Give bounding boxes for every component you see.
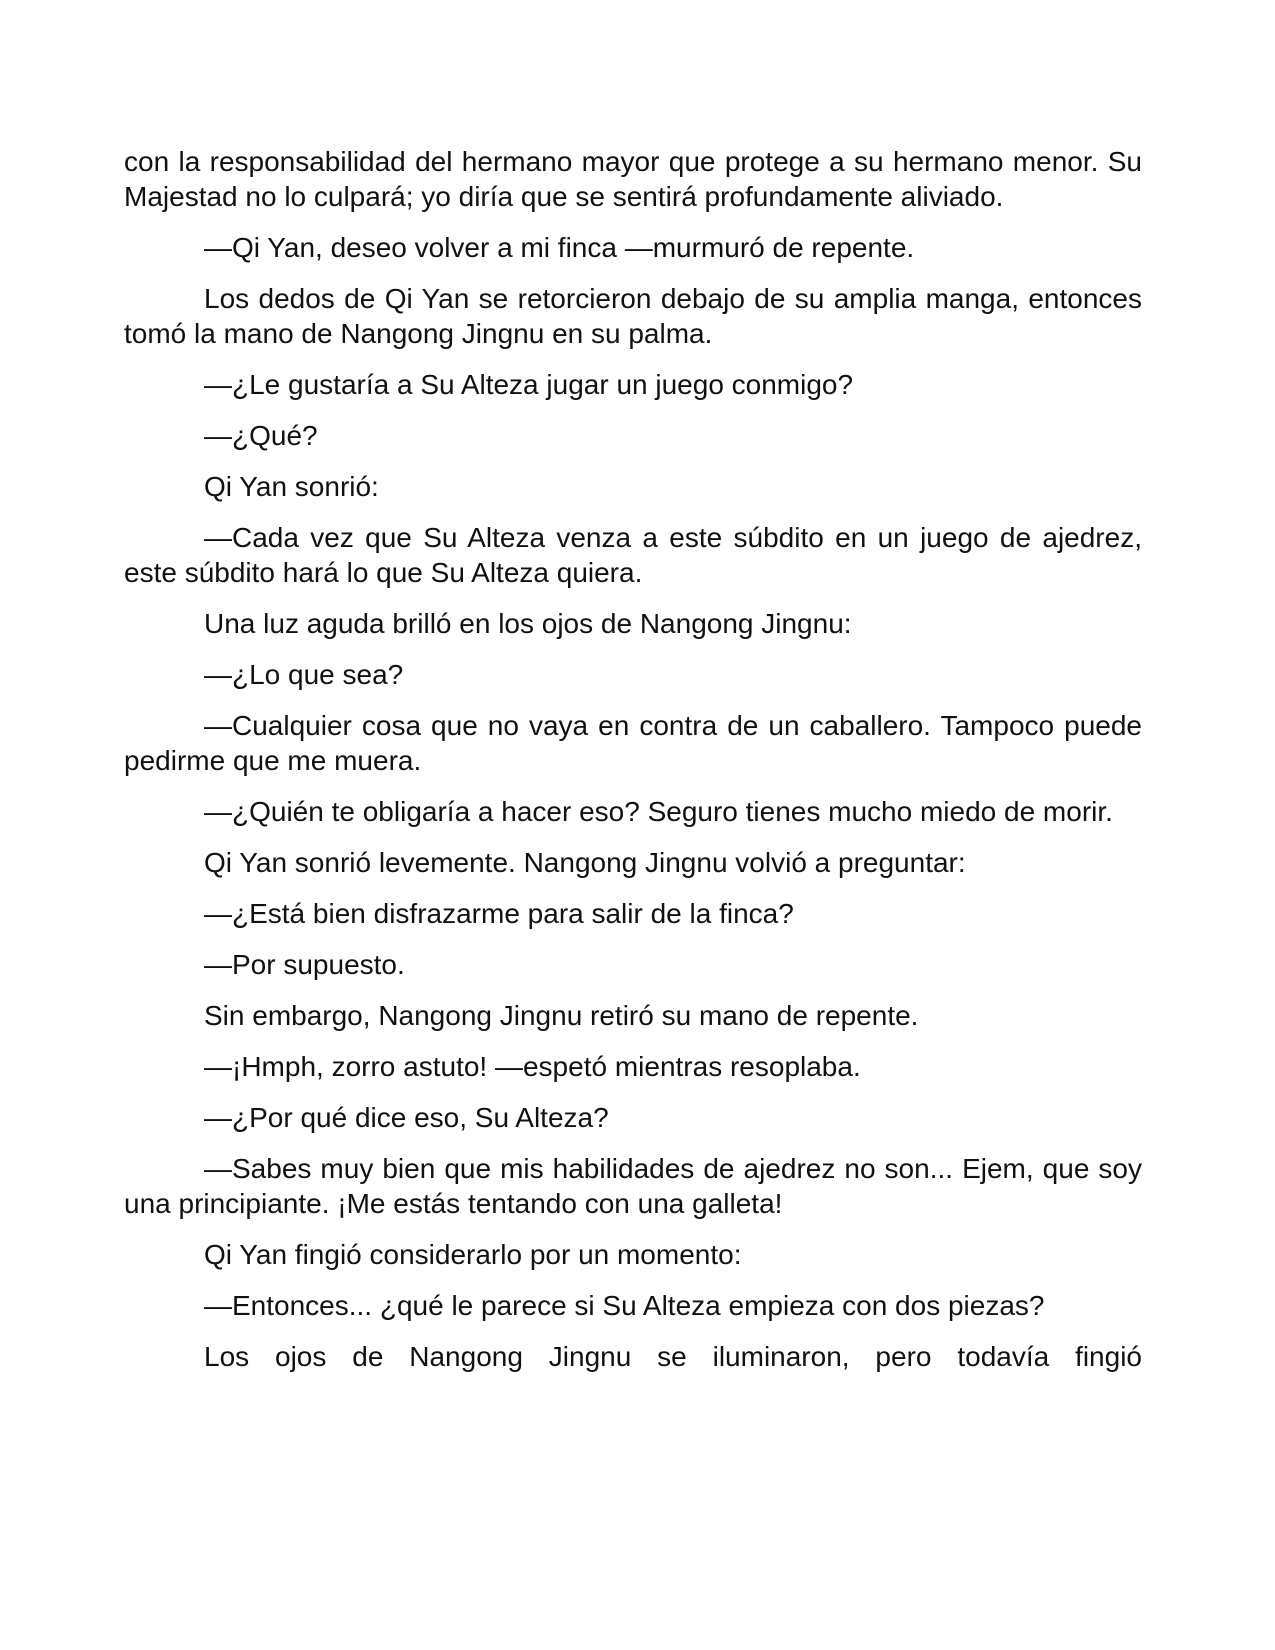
paragraph-16: —¡Hmph, zorro astuto! —espetó mientras resoplaba. — [204, 1051, 861, 1082]
body-text — [124, 144, 1142, 1374]
paragraph-8: Una luz aguda brilló en los ojos de Nangong Jingnu: — [204, 608, 852, 639]
paragraph-9: —¿Lo que sea? — [204, 659, 404, 690]
paragraph-18: —Sabes muy bien que mis habilidades de ajedrez no son... Ejem, que soy una principiante. ¡Me estás tentando con una galleta! — [124, 1153, 1142, 1219]
paragraph-6: Qi Yan sonrió: — [204, 471, 379, 502]
paragraph-20: —Entonces... ¿qué le parece si Su Alteza empieza con dos piezas? — [204, 1290, 1045, 1321]
paragraph-7: —Cada vez que Su Alteza venza a este súbdito en un juego de ajedrez, este súbdito hará lo que Su Alteza quiera. — [124, 522, 1142, 588]
paragraph-4: —¿Le gustaría a Su Alteza jugar un juego conmigo? — [204, 369, 854, 400]
paragraph-17: —¿Por qué dice eso, Su Alteza? — [204, 1102, 609, 1133]
paragraph-12: Qi Yan sonrió levemente. Nangong Jingnu volvió a preguntar: — [204, 847, 966, 878]
paragraph-19: Qi Yan fingió considerarlo por un momento: — [204, 1239, 742, 1270]
paragraph-1: con la responsabilidad del hermano mayor que protege a su hermano menor. Su Majestad no lo culpará; yo diría que se sentirá profundamente aliviado. — [124, 146, 1142, 212]
paragraph-21: Los ojos de Nangong Jingnu se iluminaron, pero todavía fingió — [204, 1341, 1142, 1372]
paragraph-3: Los dedos de Qi Yan se retorcieron debajo de su amplia manga, entonces tomó la mano de Nangong Jingnu en su palma. — [124, 283, 1142, 349]
paragraph-15: Sin embargo, Nangong Jingnu retiró su mano de repente. — [204, 1000, 919, 1031]
paragraph-11: —¿Quién te obligaría a hacer eso? Seguro tienes mucho miedo de morir. — [204, 796, 1113, 827]
paragraph-10: —Cualquier cosa que no vaya en contra de un caballero. Tampoco puede pedirme que me muera. — [124, 710, 1142, 776]
paragraph-2: —Qi Yan, deseo volver a mi finca —murmuró de repente. — [204, 232, 915, 263]
paragraph-5: —¿Qué? — [204, 420, 318, 451]
paragraph-13: —¿Está bien disfrazarme para salir de la finca? — [204, 898, 794, 929]
paragraph-14: —Por supuesto. — [204, 949, 405, 980]
